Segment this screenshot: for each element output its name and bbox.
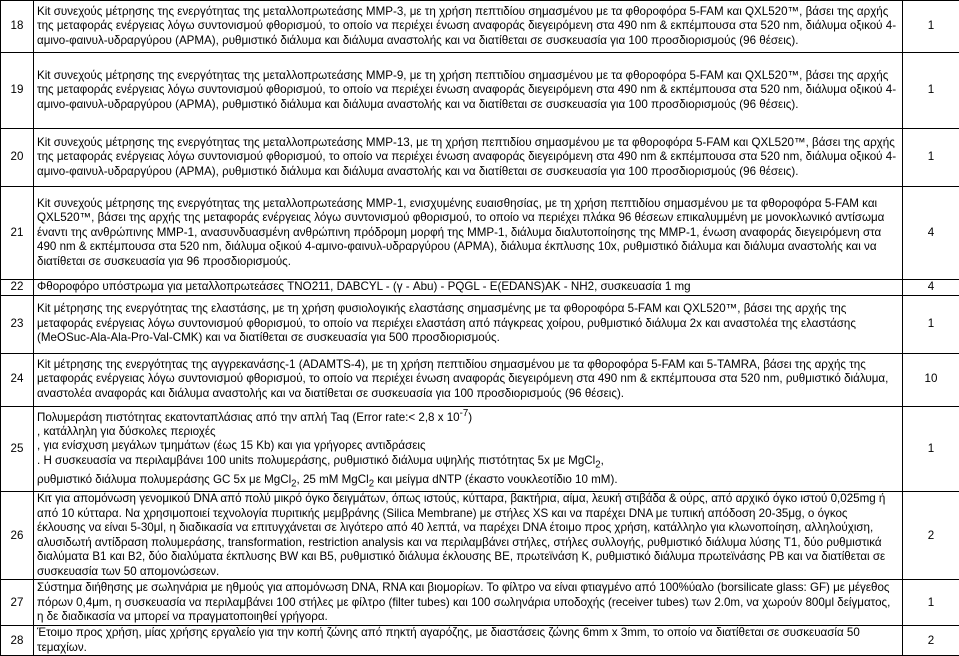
item-number: 22	[1, 280, 34, 296]
item-quantity: 2	[903, 492, 959, 580]
polymerase-line-4: . Η συσκευασία να περιλαμβάνει 100 units πολυμεράσης, ρυθμιστικό διάλυμα υψηλής πιστότητας 5x με MgCl$_2$,	[37, 454, 899, 473]
item-description: Kit μέτρησης της ενεργότητας της αγγρεκανάσης-1 (ADAMTS-4), με τη χρήση πεπτιδίου σημασμένου με τα φθοροφόρα 5-FAM και 5-TAMRA, βάσει της αρχής της μεταφοράς ενέργειας λόγω συντονισμού φθορισμού, το οποίο να περιέχει ένωση αναφοράς διεγειρόμενη στα 490 nm & εκπέμπουσα στα 520 nm, ρυθμιστικό διάλυμα, αναστολέα αναφοράς και διάλυμα αναστολής και να διατίθεται σε συσκευασία για 100 προσδιορισμούς (96 θέσεις).	[34, 353, 903, 406]
table-row	[1, 295, 959, 353]
item-description: Σύστημα διήθησης με σωληνάρια με ηθμούς για απομόνωση DNA, RNA και βιομορίων. Το φίλτρο να είναι φτιαγμένο από 100%ύαλο (borsilicate glass: GF) με μέγεθος πόρων 0,4μm, η συσκευασία να περιλαμβάνει 100 στήλες με φίλτρο (filter tubes) και 100 σωληνάρια υποδοχής (receiver tubes) των 2.0m, να χωρούν 800μl δείγματος, η δε διαδικασία να μπορεί να πραγματοποιηθεί γρήγορα.	[34, 580, 903, 626]
polymerase-line-2: , κατάλληλη για δύσκολες περιοχές	[37, 425, 899, 440]
item-number: 26	[1, 492, 34, 580]
item-description: Kit συνεχούς μέτρησης της ενεργότητας της μεταλλοπρωτεάσης MMP-1, ενισχυμένης ευαισθησίας, με τη χρήση πεπτιδίου σημασμένου με τα φθοροφόρα 5-FAM και QXL520™, βάσει της αρχής της μεταφοράς ενέργειας λόγω συντονισμού φθορισμού, το οποίο να περιέχει πλάκα 96 θέσεων επικαλυμμένη με μονοκλωνικό αντίσωμα έναντι της ανθρώπινης MMP-1, ανασυνδυασμένη ανθρώπινη πρόδρομη μορφή της MMP-1, διάλυμα διαλυτοποίησης της MMP-1, ένωση αναφοράς διεγειρόμενη στα 490 nm & εκπέμπουσα στα 520 nm, διάλυμα οξικού 4-αμινο-φαινυλ-υδραργύρου (APMA), διάλυμα έκπλυσης 10x, ρυθμιστικό διάλυμα και διάλυμα αναστολής και να διατίθεται σε συσκευασία για 96 προσδιορισμούς.	[34, 187, 903, 280]
item-quantity: 1	[903, 295, 959, 353]
table-row	[1, 353, 959, 406]
polymerase-line-5: ρυθμιστικό διάλυμα πολυμεράσης GC 5x με MgCl$_2$, 25 mM MgCl$_2$ και μείγμα dNTP (έκαστο νουκλεοτίδιο 10 mM).	[37, 473, 899, 492]
item-quantity: 1	[903, 53, 959, 129]
item-description: Κιτ για απομόνωση γενομικού DNA από πολύ μικρό όγκο δειγμάτων, όπως ιστούς, κύτταρα, βακτήρια, αίμα, λευκή στιβάδα & ούρς, από αρχικό όγκο ιστού 0,025mg ή από 10 κύτταρα. Να χρησιμοποιεί τεχνολογία πυριτικής μεμβράνης (Silica Membrane) με στήλες XS και να παρέχει DNA με τυπική απόδοση 20-35μg, ο όγκος έκλουσης να είναι 5-30μl, η διαδικασία να επιτυγχάνεται σε λιγότερο από 40 λεπτά, να παρέχει DNA έτοιμο προς χρήση, κατάλληλο για κλωνοποίηση, αλληλούχιση, αλυσιδωτή αντίδραση πολυμεράσης, transformation, restriction analysis και να περιλαμβάνει στήλες, στήλες συλλογής, ρυθμιστικό διάλυμα λύσης T1, δύο ρυθμιστικά διαλύματα B1 και B2, δύο διαλύματα έκπλυσης BW και B5, ρυθμιστικό διάλυμα έκλουσης BE, πρωτεϊνάση K, ρυθμιστικό διάλυμα πρωτεϊνάσης PB και να διατίθεται σε συσκευασία των 50 απομονώσεων.	[34, 492, 903, 580]
item-quantity: 2	[903, 626, 959, 656]
item-quantity: 1	[903, 406, 959, 492]
item-number: 20	[1, 129, 34, 187]
item-number: 27	[1, 580, 34, 626]
polymerase-line-1: Πολυμεράση πιστότητας εκατονταπλάσιας από την απλή Taq (Error rate:< 2,8 x $10^{-7}$)	[37, 407, 899, 425]
item-quantity: 4	[903, 187, 959, 280]
item-description: Έτοιμο προς χρήση, μίας χρήσης εργαλείο για την κοπή ζώνης από πηκτή αγαρόζης, με διαστάσεις ζώνης 6mm x 3mm, το οποίο να διατίθεται σε συσκευασία 50 τεμαχίων.	[34, 626, 903, 656]
table-row	[1, 406, 959, 492]
table-row	[1, 492, 959, 580]
table-row	[1, 580, 959, 626]
table-row	[1, 129, 959, 187]
item-number: 19	[1, 53, 34, 129]
item-number: 21	[1, 187, 34, 280]
item-number: 23	[1, 295, 34, 353]
item-quantity: 10	[903, 353, 959, 406]
item-description: Φθοροφόρο υπόστρωμα για μεταλλοπρωτεάσες TNO211, DABCYL - (γ - Abu) - PQGL - E(EDANS)AK - NH2, συσκευασία 1 mg	[34, 280, 903, 296]
item-quantity: 1	[903, 1, 959, 53]
polymerase-line-3: , για ενίσχυση μεγάλων τμημάτων (έως 15 Kb) και για γρήγορες αντιδράσεις	[37, 439, 899, 454]
item-number: 25	[1, 406, 34, 492]
table-row	[1, 1, 959, 53]
table-row	[1, 53, 959, 129]
item-number: 24	[1, 353, 34, 406]
item-number: 28	[1, 626, 34, 656]
item-quantity: 1	[903, 580, 959, 626]
table-row	[1, 280, 959, 296]
item-description	[34, 406, 903, 492]
item-description: Kit συνεχούς μέτρησης της ενεργότητας της μεταλλοπρωτεάσης MMP-13, με τη χρήση πεπτιδίου σημασμένου με τα φθοροφόρα 5-FAM και QXL520™, βάσει της αρχής της μεταφοράς ενέργειας λόγω συντονισμού φθορισμού, το οποίο να περιέχει ένωση αναφοράς διεγειρόμενη στα 490 nm & εκπέμπουσα στα 520 nm, διάλυμα οξικού 4-αμινο-φαινυλ-υδραργύρου (APMA), ρυθμιστικό διάλυμα και διάλυμα αναστολής και να διατίθεται σε συσκευασία για 100 προσδιορισμούς (96 θέσεις).	[34, 129, 903, 187]
item-description: Kit συνεχούς μέτρησης της ενεργότητας της μεταλλοπρωτεάσης MMP-9, με τη χρήση πεπτιδίου σημασμένου με τα φθοροφόρα 5-FAM και QXL520™, βάσει της αρχής της μεταφοράς ενέργειας λόγω συντονισμού φθορισμού, το οποίο να περιέχει ένωση αναφοράς διεγειρόμενη στα 490 nm & εκπέμπουσα στα 520 nm, διάλυμα οξικού 4-αμινο-φαινυλ-υδραργύρου (APMA), ρυθμιστικό διάλυμα και διάλυμα αναστολής και να διατίθεται σε συσκευασία για 100 προσδιορισμούς (96 θέσεις).	[34, 53, 903, 129]
item-number: 18	[1, 1, 34, 53]
table-row	[1, 626, 959, 656]
item-description: Kit συνεχούς μέτρησης της ενεργότητας της μεταλλοπρωτεάσης MMP-3, με τη χρήση πεπτιδίου σημασμένου με τα φθοροφόρα 5-FAM και QXL520™, βάσει της αρχής της μεταφοράς ενέργειας λόγω συντονισμού φθορισμού, το οποίο να περιέχει ένωση αναφοράς διεγειρόμενη στα 490 nm & εκπέμπουσα στα 520 nm, διάλυμα οξικού 4-αμινο-φαινυλ-υδραργύρου (APMA), ρυθμιστικό διάλυμα και διάλυμα αναστολής και να διατίθεται σε συσκευασία για 100 προσδιορισμούς (96 θέσεις).	[34, 1, 903, 53]
table-row	[1, 187, 959, 280]
item-description: Kit μέτρησης της ενεργότητας της ελαστάσης, με τη χρήση φυσιολογικής ελαστάσης σημασμένης με τα φθοροφόρα 5-FAM και QXL520™, βάσει της αρχής της μεταφοράς ενέργειας λόγω συντονισμού φθορισμού, το οποίο να περιέχει ελαστάση από πάγκρεας χοίρου, ρυθμιστικό διάλυμα 2x και αναστολέα της ελαστάσης (MeOSuc-Ala-Ala-Pro-Val-CMK) και να διατίθεται σε συσκευασία για 500 προσδιορισμούς.	[34, 295, 903, 353]
item-quantity: 4	[903, 280, 959, 296]
item-quantity: 1	[903, 129, 959, 187]
